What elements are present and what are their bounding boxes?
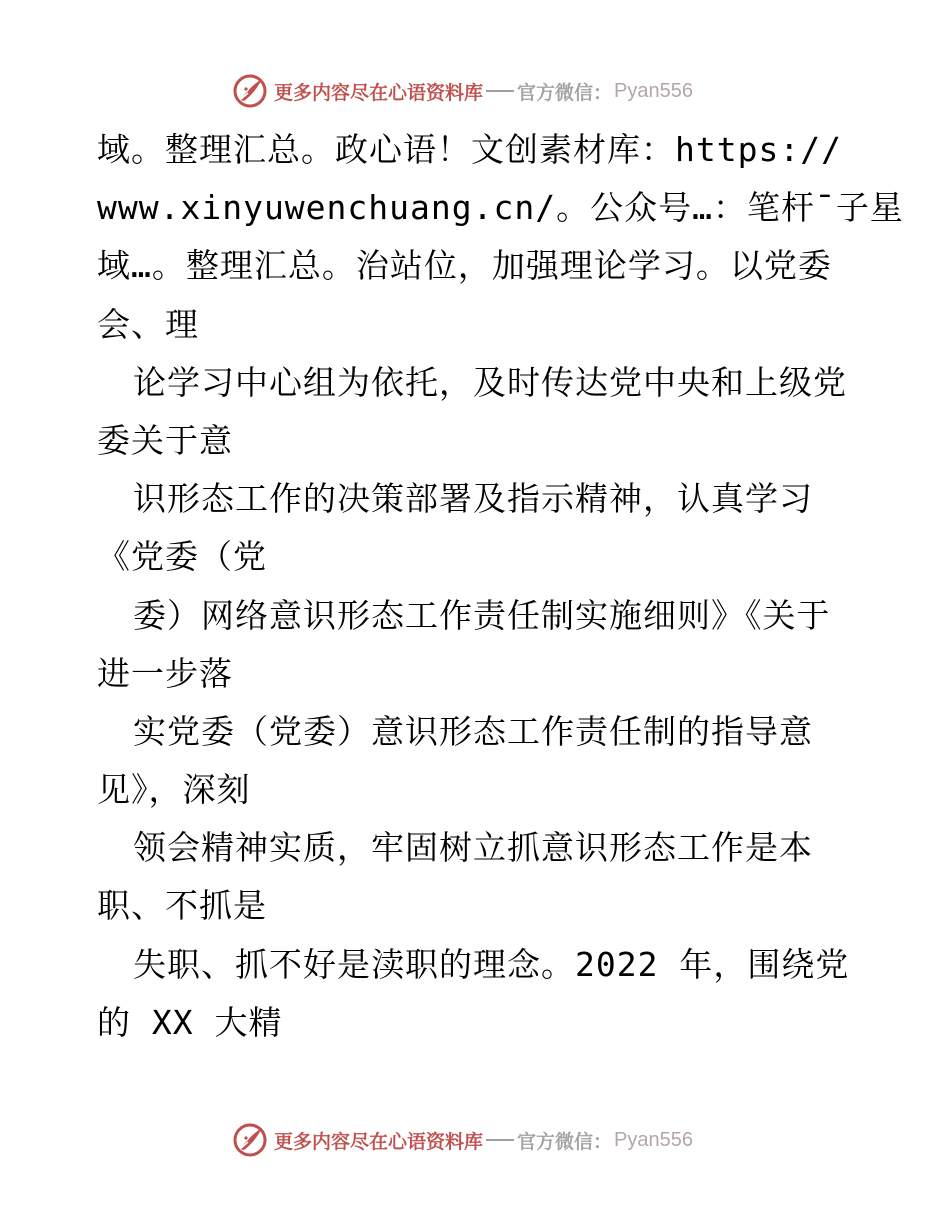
watermark-dash <box>486 90 514 92</box>
text-line: 域…。整理汇总。治站位，加强理论学习。以党委 <box>97 246 832 286</box>
header-watermark <box>232 71 693 111</box>
text-line: 职、不抓是 <box>97 886 267 926</box>
text-line: 会、理 <box>97 304 199 344</box>
text-line: 的 XX 大精 <box>97 1002 283 1042</box>
watermark-slogan: 更多内容尽在心语资料库 <box>274 81 484 104</box>
text-line: 识形态工作的决策部署及指示精神，认真学习 <box>133 479 813 519</box>
watermark-wechat-id: Pyan556 <box>614 79 693 102</box>
watermark-slogan: 更多内容尽在心语资料库 <box>274 1130 484 1153</box>
text-line: 进一步落 <box>97 653 233 693</box>
watermark-wechat-id: Pyan556 <box>614 1128 693 1151</box>
text-line: 域。整理汇总。政心语！文创素材库：https:// <box>97 130 842 169</box>
text-line: 实党委（党委）意识形态工作责任制的指导意 <box>133 711 813 751</box>
text-line: 领会精神实质，牢固树立抓意识形态工作是本 <box>133 828 813 868</box>
text-line: 委关于意 <box>97 420 233 460</box>
watermark-dash <box>486 1139 514 1141</box>
watermark-wechat-label: 官方微信： <box>517 1130 613 1153</box>
text-line: 见》，深刻 <box>97 770 251 810</box>
text-line: www.xinyuwenchuang.cn/。公众号…：笔杆¯子星 <box>97 188 904 228</box>
text-line: 委）网络意识形态工作责任制实施细则》《关于 <box>133 595 831 635</box>
text-line: 《党委（党 <box>97 537 267 577</box>
quill-pen-circle-icon <box>232 1122 268 1158</box>
footer-watermark <box>232 1120 693 1160</box>
text-line: 论学习中心组为依托，及时传达党中央和上级党 <box>133 362 847 402</box>
quill-pen-circle-icon <box>232 73 268 109</box>
watermark-wechat-label: 官方微信： <box>517 81 613 104</box>
text-line: 失职、抓不好是渎职的理念。2022 年，围绕党 <box>133 944 850 984</box>
document-body <box>97 121 904 1052</box>
